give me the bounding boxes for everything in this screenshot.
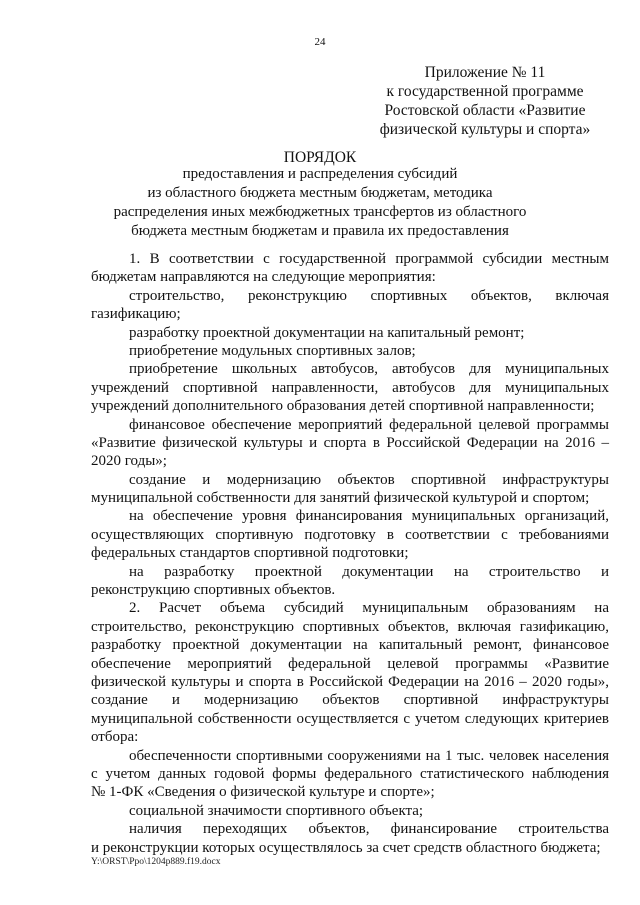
body-line: с учетом данных годовой формы федерального статистического наблюдения: [91, 765, 609, 782]
body-line: строительство, реконструкцию спортивных объектов, включая газификацию,: [91, 618, 609, 635]
body-line: «Развитие физической культуры и спорта в Российской Федерации на 2016 –: [91, 434, 609, 451]
page-number: 24: [314, 36, 326, 48]
body-line: физической культуры и спорта в Российской Федерации на 2016 – 2020 годы»,: [91, 673, 609, 690]
appendix-line: Ростовской области «Развитие: [384, 102, 586, 119]
body-line: социальной значимости спортивного объекта;: [129, 802, 424, 819]
body-line: № 1-ФК «Сведения о физической культуре и спорте»;: [91, 784, 435, 801]
body-line: обеспечение мероприятий федеральной целевой программы «Развитие: [91, 655, 609, 672]
body-line: 2020 годы»;: [91, 453, 167, 470]
body-line: реконструкцию спортивных объектов.: [91, 582, 336, 599]
appendix-line: физической культуры и спорта»: [379, 121, 591, 138]
body-line: обеспеченности спортивными сооружениями на 1 тыс. человек населения: [129, 747, 609, 764]
body-line: учреждений спортивной направленности, автобусов для муниципальных: [91, 379, 609, 396]
body-line: наличия переходящих объектов, финансирование строительства: [129, 821, 609, 838]
body-line: муниципальной собственности осуществляется с учетом следующих критериев: [91, 710, 609, 727]
document-title: ПОРЯДОК: [283, 149, 357, 166]
file-path-footer: Y:\ORST\Ppo\1204p889.f19.docx: [91, 857, 221, 867]
body-line: 1. В соответствии с государственной программой субсидии местным: [129, 251, 609, 267]
body-line: учреждений дополнительного образования детей спортивной направленности;: [91, 398, 595, 415]
body-line: разработку проектной документации на капитальный ремонт, финансовое: [91, 637, 609, 654]
body-line: и реконструкции которых осуществлялось за счет средств областного бюджета;: [91, 839, 601, 856]
appendix-line: Приложение № 11: [424, 64, 546, 81]
subtitle-line: из областного бюджета местным бюджетам, методика: [147, 185, 493, 201]
body-line: разработку проектной документации на капитальный ремонт;: [129, 324, 525, 341]
body-line: создание и модернизацию объектов спортивной инфраструктуры: [91, 692, 609, 709]
body-line: приобретение модульных спортивных залов;: [129, 342, 416, 359]
body-line: строительство, реконструкцию спортивных объектов, включая: [129, 287, 609, 304]
body-line: газификацию;: [91, 306, 181, 323]
subtitle-line: предоставления и распределения субсидий: [182, 166, 458, 182]
body-line: осуществляющих спортивную подготовку в соответствии с требованиями: [91, 526, 609, 543]
subtitle-line: распределения иных межбюджетных трансфертов из областного: [113, 204, 527, 220]
body-line: федеральных стандартов спортивной подготовки;: [91, 545, 409, 562]
body-line: бюджетам направляются на следующие мероприятия:: [91, 269, 436, 286]
document-subtitle: [80, 165, 560, 241]
body-line: приобретение школьных автобусов, автобусов для муниципальных: [129, 361, 609, 378]
appendix-line: к государственной программе: [386, 83, 584, 100]
body-line: муниципальной собственности для занятий физической культурой и спортом;: [91, 490, 590, 507]
body-line: 2. Расчет объема субсидий муниципальным образованиям на: [129, 600, 609, 617]
body-line: финансовое обеспечение мероприятий федеральной целевой программы: [129, 416, 609, 433]
subtitle-line: бюджета местным бюджетам и правила их предоставления: [131, 223, 509, 239]
body-line: на разработку проектной документации на строительство и: [129, 563, 609, 580]
appendix-header: [360, 63, 610, 139]
body-line: отбора:: [91, 729, 139, 746]
document-body: [91, 250, 609, 857]
body-line: создание и модернизацию объектов спортивной инфраструктуры: [129, 471, 609, 488]
body-line: на обеспечение уровня финансирования муниципальных организаций,: [129, 508, 609, 525]
